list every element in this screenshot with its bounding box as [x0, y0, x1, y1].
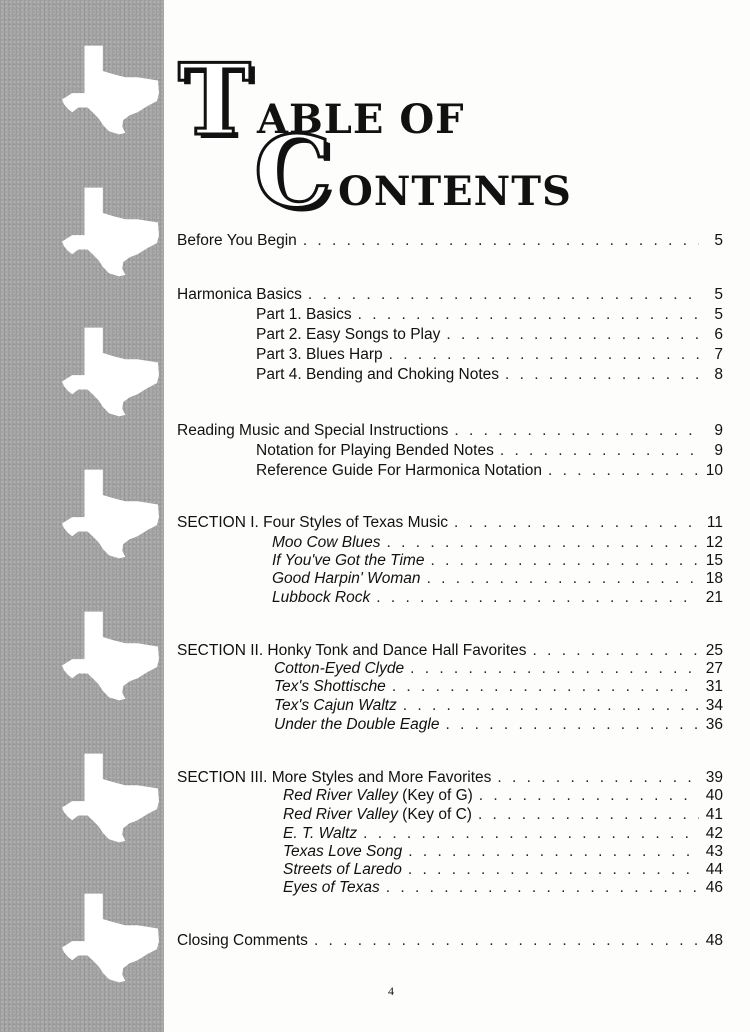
toc-entry-text: Tex's Shottische	[274, 678, 386, 695]
toc-page-number: 15	[705, 552, 723, 569]
dot-leader	[532, 642, 699, 660]
dot-leader	[478, 806, 699, 824]
toc-page-number: 36	[705, 716, 723, 733]
toc-entry	[177, 861, 723, 881]
toc-entry	[177, 442, 723, 462]
toc-entry-suffix: (Key of G)	[397, 787, 473, 804]
toc-page-number: 31	[705, 678, 723, 695]
toc-page-number: 9	[714, 422, 723, 439]
dot-leader	[308, 286, 699, 304]
title-line-1-text: ABLE OF	[256, 96, 465, 143]
toc-entry-title	[177, 286, 302, 304]
dot-leader	[430, 552, 699, 570]
page-number: 4	[388, 984, 394, 998]
toc-page-number: 42	[705, 825, 723, 842]
toc-entry-text: Texas Love Song	[283, 843, 403, 860]
toc-entry-text: Under the Double Eagle	[274, 716, 440, 733]
toc-entry	[177, 769, 723, 789]
toc-entry-title	[272, 570, 421, 588]
dot-leader	[410, 660, 699, 678]
toc-entry	[177, 787, 723, 807]
toc-page-number: 6	[714, 326, 723, 343]
toc-entry-title	[283, 806, 472, 824]
toc-entry-text: Lubbock Rock	[272, 589, 371, 606]
toc-entry-text: If You've Got the Time	[272, 552, 425, 569]
texas-state-icon	[62, 326, 160, 418]
dot-leader	[376, 589, 699, 607]
dot-leader	[548, 462, 699, 480]
toc-page-number: 43	[705, 843, 723, 860]
toc-entry-text: SECTION II. Honky Tonk and Dance Hall Favorites	[177, 642, 527, 659]
toc-page-number: 41	[705, 806, 723, 823]
toc-entry-text: Part 1. Basics	[256, 306, 352, 323]
toc-entry	[177, 534, 723, 554]
toc-entry-text: Before You Begin	[177, 232, 297, 249]
toc-page-number: 8	[714, 366, 723, 383]
toc-entry	[177, 843, 723, 863]
dot-leader	[497, 769, 699, 787]
toc-entry-text: SECTION I. Four Styles of Texas Music	[177, 514, 449, 531]
toc-entry-text: Part 3. Blues Harp	[256, 346, 383, 363]
toc-entry-title	[274, 716, 439, 734]
toc-entry	[177, 697, 723, 717]
dot-leader	[389, 346, 699, 364]
dot-leader	[454, 422, 699, 440]
toc-page-number: 9	[714, 442, 723, 459]
toc-entry-title	[272, 552, 424, 570]
dot-leader	[446, 326, 699, 344]
toc-entry-title	[256, 326, 440, 344]
toc-entry	[177, 514, 723, 534]
toc-entry-title	[283, 879, 380, 897]
toc-page-number: 39	[705, 769, 723, 786]
dot-leader	[387, 534, 699, 552]
toc-page-number: 46	[705, 879, 723, 896]
toc-page-number: 21	[705, 589, 723, 606]
toc-entry-text: Tex's Cajun Waltz	[274, 697, 397, 714]
toc-entry	[177, 326, 723, 346]
toc-entry	[177, 716, 723, 736]
dot-leader	[479, 787, 699, 805]
toc-page-number: 48	[705, 932, 723, 949]
dot-leader	[403, 697, 699, 715]
toc-entry-text: Reference Guide For Harmonica Notation	[256, 462, 543, 479]
toc-entry-title	[274, 697, 397, 715]
toc-entry	[177, 462, 723, 482]
dot-leader	[427, 570, 699, 588]
toc-page-number: 40	[705, 787, 723, 804]
title-initial-c: C	[254, 115, 332, 230]
toc-page-number: 34	[705, 697, 723, 714]
toc-entry-text: E. T. Waltz	[283, 825, 358, 842]
dot-leader	[392, 678, 699, 696]
title-initial-t: T	[178, 43, 251, 158]
toc-page-number: 12	[705, 534, 723, 551]
toc-entry-title	[256, 346, 383, 364]
toc-entry-text: Streets of Laredo	[283, 861, 402, 878]
toc-entry-title	[177, 932, 308, 950]
toc-entry-text: Harmonica Basics	[177, 286, 302, 303]
toc-page-number: 5	[714, 286, 723, 303]
toc-entry	[177, 232, 723, 252]
toc-entry-title	[177, 514, 448, 532]
dot-leader	[358, 306, 699, 324]
toc-entry	[177, 366, 723, 386]
toc-entry	[177, 306, 723, 326]
dot-leader	[363, 825, 699, 843]
dot-leader	[303, 232, 699, 250]
texas-state-icon	[62, 468, 160, 560]
toc-entry	[177, 642, 723, 662]
toc-entry-title	[256, 366, 499, 384]
toc-entry-title	[256, 442, 494, 460]
toc-entry	[177, 660, 723, 680]
toc-entry-title	[283, 787, 473, 805]
toc-entry	[177, 678, 723, 698]
toc-entry-title	[272, 589, 370, 607]
toc-page-number: 25	[705, 642, 723, 659]
toc-entry-title	[177, 232, 297, 250]
dot-leader	[408, 843, 699, 861]
toc-entry-text: SECTION III. More Styles and More Favorites	[177, 769, 492, 786]
toc-entry	[177, 879, 723, 899]
toc-entry	[177, 806, 723, 826]
toc-entry-text: Red River Valley	[283, 787, 398, 804]
texas-state-icon	[62, 892, 160, 984]
texas-state-icon	[62, 44, 160, 136]
toc-entry-suffix: (Key of C)	[397, 806, 472, 823]
toc-entry-title	[272, 534, 381, 552]
toc-entry-title	[256, 462, 542, 480]
toc-entry-text: Cotton-Eyed Clyde	[274, 660, 405, 677]
dot-leader	[445, 716, 699, 734]
toc-page-number: 10	[705, 462, 723, 479]
toc-page-number: 11	[706, 514, 723, 531]
dot-leader	[386, 879, 699, 897]
toc-entry-text: Part 4. Bending and Choking Notes	[256, 366, 499, 383]
toc-entry-title	[283, 825, 357, 843]
texas-state-icon	[62, 752, 160, 844]
dot-leader	[314, 932, 699, 950]
page-title	[178, 43, 572, 230]
toc-entry-title	[274, 678, 386, 696]
texas-state-icon	[62, 610, 160, 702]
toc-entry	[177, 422, 723, 442]
toc-entry-text: Moo Cow Blues	[272, 534, 381, 551]
toc-entry	[177, 552, 723, 572]
toc-entry	[177, 346, 723, 366]
toc-entry-title	[283, 843, 402, 861]
toc-entry	[177, 589, 723, 609]
toc-entry	[177, 570, 723, 590]
toc-entry-text: Good Harpin' Woman	[272, 570, 421, 587]
toc-entry-text: Eyes of Texas	[283, 879, 380, 896]
toc-entry-title	[177, 422, 448, 440]
title-line-2-text: ONTENTS	[338, 168, 572, 215]
toc-entry-text: Closing Comments	[177, 932, 308, 949]
toc-entry-text: Red River Valley	[283, 806, 398, 823]
toc-entry-text: Part 2. Easy Songs to Play	[256, 326, 441, 343]
toc-page-number: 18	[705, 570, 723, 587]
dot-leader	[500, 442, 699, 460]
toc-entry	[177, 825, 723, 845]
toc-entry-title	[274, 660, 404, 678]
dot-leader	[454, 514, 699, 532]
toc-page-number: 5	[714, 232, 723, 249]
toc-entry-text: Notation for Playing Bended Notes	[256, 442, 494, 459]
toc-entry-title	[177, 642, 526, 660]
texas-state-icon	[62, 186, 160, 278]
toc-entry-title	[177, 769, 491, 787]
dot-leader	[505, 366, 699, 384]
toc-page-number: 27	[705, 660, 723, 677]
toc-entry-title	[283, 861, 402, 879]
toc-entry-title	[256, 306, 352, 324]
toc-entry	[177, 932, 723, 952]
toc-entry-text: Reading Music and Special Instructions	[177, 422, 449, 439]
toc-page-number: 44	[705, 861, 723, 878]
toc-page-number: 5	[714, 306, 723, 323]
toc-page-number: 7	[714, 346, 723, 363]
dot-leader	[408, 861, 699, 879]
toc-entry	[177, 286, 723, 306]
